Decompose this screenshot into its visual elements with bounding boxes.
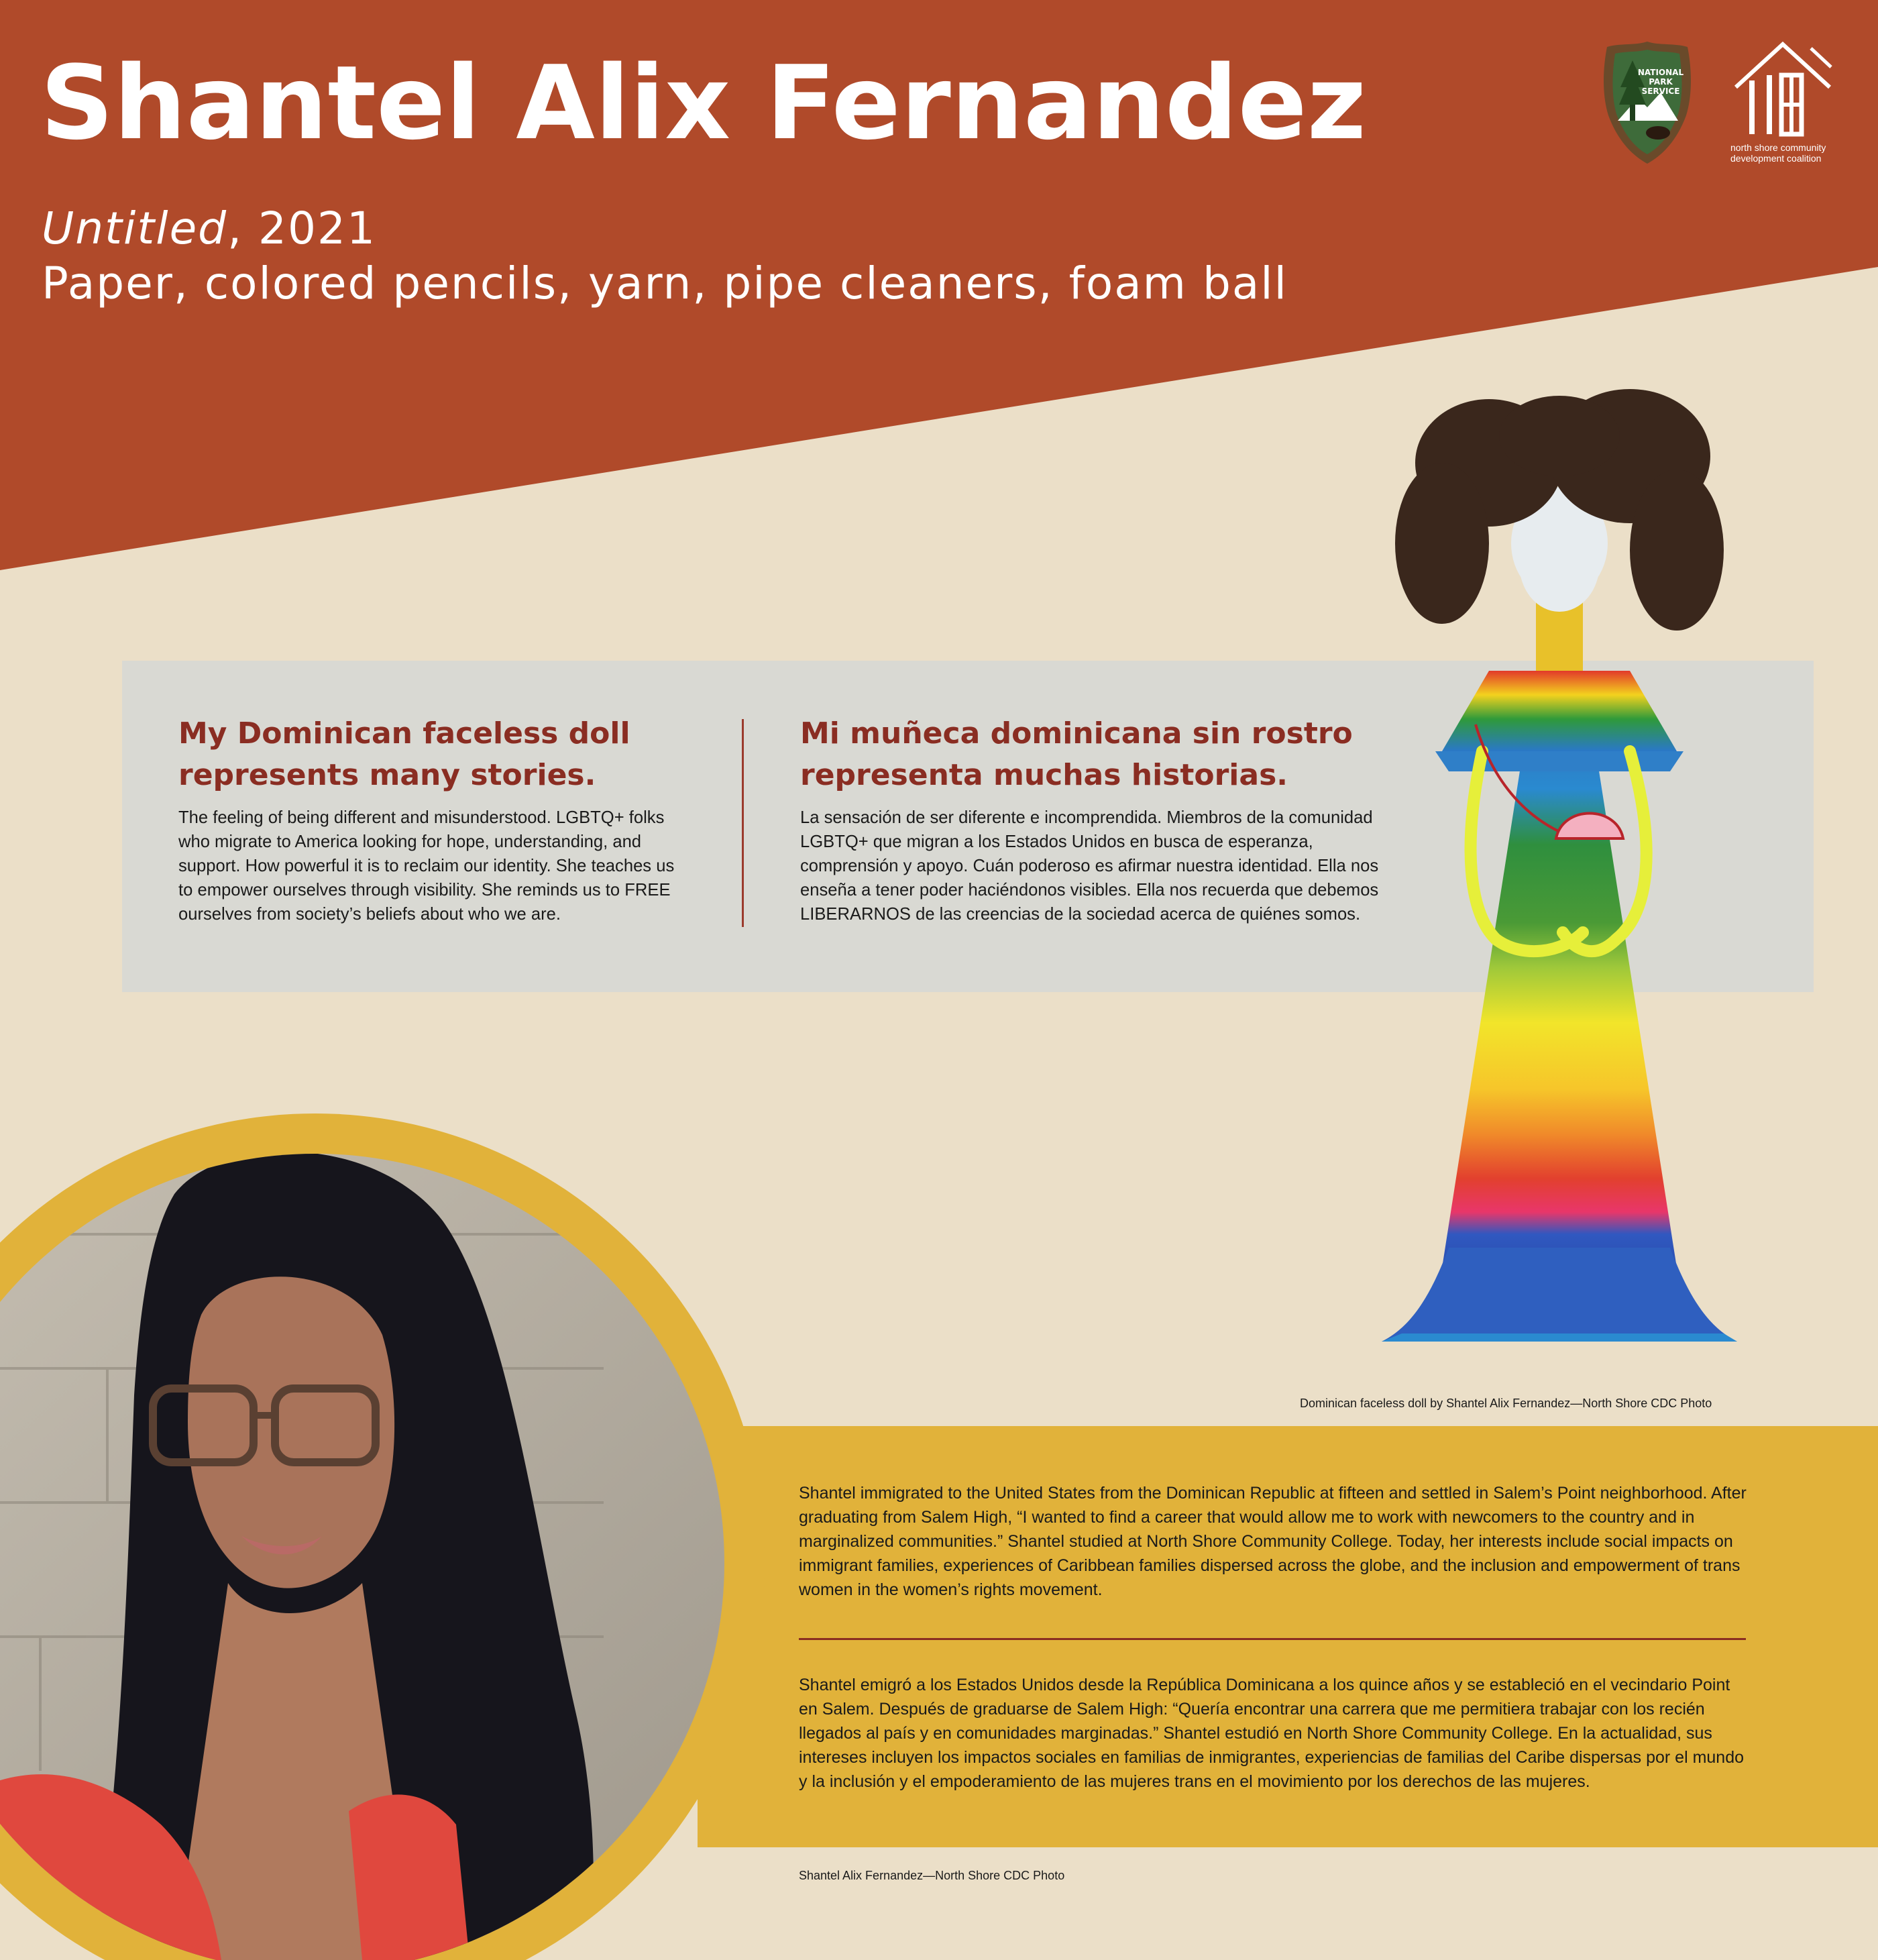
faceless-doll-image [1362,376,1764,1362]
statement-english [178,713,688,926]
biography-english: Shantel immigrated to the United States from the Dominican Republic at fifteen and settled in Salem’s Point neighborhood. After graduating from Salem High, “I wanted to find a career that would allow me to work with newcomers to the country and in marginalized communities.” Shantel studied at North Shore Community College. Today, her interests include social impacts on immigrant families, experiences of Caribbean families dispersed across the globe, and the inclusion and empowerment of trans women in the women’s rights movement. [799,1484,1747,1599]
statement-english-heading-line1: My Dominican faceless doll [178,716,630,751]
nps-logo-line3: SERVICE [1641,87,1680,96]
statement-spanish-heading-line2: representa muchas historias. [800,758,1288,792]
artwork-title: Untitled [42,203,228,254]
portrait-photo-caption: Shantel Alix Fernandez—North Shore CDC Photo [799,1869,1065,1882]
page-title: Shantel Alix Fernandez [40,44,1367,162]
doll-photo-caption: Dominican faceless doll by Shantel Alix Fernandez—North Shore CDC Photo [1300,1397,1712,1410]
statement-spanish-body: La sensación de ser diferente e incomprendida. Miembros de la comunidad LGBTQ+ que migran a los Estados Unidos en busca de esperanza, comprensión y apoyo. Cuán poderoso es afirmar nuestra identidad. Ella nos enseña a tener poder haciéndonos visibles. Ella nos recuerda que debemos LIBERARNOS de las creencias de la sociedad acerca de quiénes somos. [800,808,1379,924]
biography-spanish: Shantel emigró a los Estados Unidos desde la República Dominicana a los quince años y se estableció en el vecindario Point en Salem. Después de graduarse de Salem High: “Quería encontrar una carrera que me permitiera trabajar con los recién llegados al país y en comunidades marginadas.” Shantel estudió en North Shore Community College. En la actualidad, sus intereses incluyen los impactos sociales en familias de inmigrantes, experiencias de familias del Caribe dispersas por el mundo y la inclusión y el empoderamiento de las mujeres trans en el movimiento por los derechos de las mujeres. [799,1676,1745,1791]
statement-english-heading-line2: represents many stories. [178,758,596,792]
statement-english-heading [178,713,688,796]
statement-spanish [800,713,1390,926]
artist-portrait [0,1113,765,1960]
nps-logo-line1: NATIONAL [1637,68,1684,77]
statement-spanish-heading [800,713,1390,796]
nps-logo-line2: PARK [1649,77,1673,87]
artwork-title-line [42,201,1288,256]
statement-english-body: The feeling of being different and misunderstood. LGBTQ+ folks who migrate to America looking for hope, understanding, and support. How powerful it is to reclaim our identity. She teaches us to empower ourselves through visibility. She reminds us to FREE ourselves from society’s beliefs about who we are. [178,808,675,924]
cdc-logo-line1: north shore community [1730,142,1826,153]
artwork-year: , 2021 [227,203,377,254]
artwork-materials: Paper, colored pencils, yarn, pipe cleaners, foam ball [42,258,1288,309]
artwork-info [42,201,1288,311]
statement-spanish-heading-line1: Mi muñeca dominicana sin rostro [800,716,1353,751]
north-shore-cdc-logo-text [1730,142,1865,164]
cdc-logo-line2: development coalition [1730,153,1822,164]
nps-arrowhead-logo [1600,40,1694,165]
statement-column-divider [742,719,744,927]
biography-divider [799,1638,1746,1640]
